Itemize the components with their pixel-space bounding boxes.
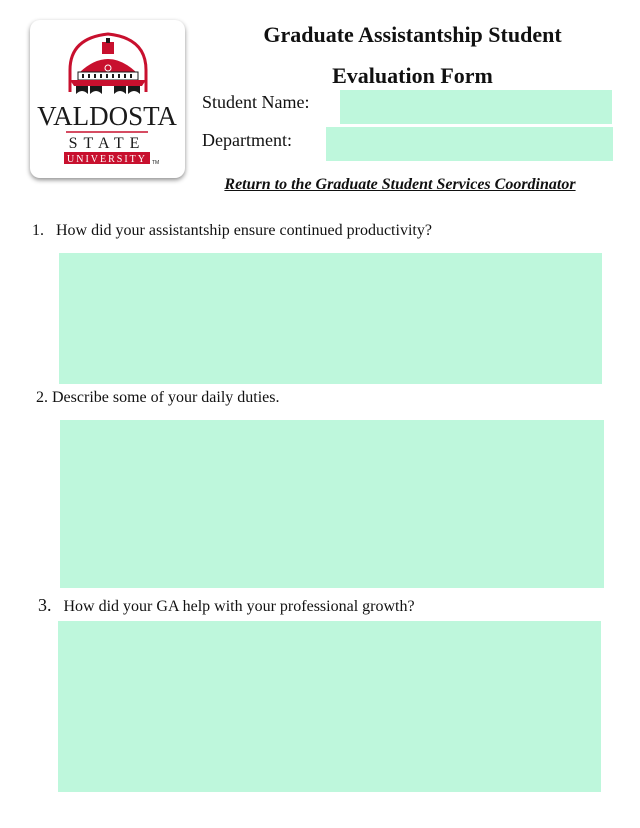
question-text: How did your GA help with your professional growth? bbox=[63, 598, 415, 615]
question-1 bbox=[32, 222, 432, 240]
form-title-line2: Evaluation Form bbox=[332, 63, 493, 88]
return-instruction: Return to the Graduate Student Services Coordinator bbox=[224, 176, 576, 193]
svg-text:TM: TM bbox=[152, 160, 160, 166]
student-name-label: Student Name: bbox=[202, 92, 310, 112]
department-label: Department: bbox=[202, 130, 292, 150]
question-2 bbox=[36, 389, 280, 407]
answer-field-2[interactable] bbox=[60, 420, 604, 588]
question-3 bbox=[38, 595, 415, 616]
form-title-line1: Graduate Assistantship Student bbox=[263, 22, 562, 47]
university-logo bbox=[30, 20, 185, 178]
question-number: 2. bbox=[36, 389, 48, 406]
question-text: How did your assistantship ensure continued productivity? bbox=[56, 222, 432, 239]
answer-field-3[interactable] bbox=[58, 621, 601, 792]
question-number: 1. bbox=[32, 222, 44, 239]
svg-text:STATE: STATE bbox=[68, 135, 146, 152]
rotunda-icon bbox=[30, 20, 185, 178]
question-text: Describe some of your daily duties. bbox=[52, 389, 280, 406]
answer-field-1[interactable] bbox=[59, 253, 602, 384]
department-field[interactable] bbox=[326, 127, 613, 161]
svg-text:VALDOSTA: VALDOSTA bbox=[37, 101, 177, 131]
question-number: 3. bbox=[38, 595, 52, 615]
student-name-field[interactable] bbox=[340, 90, 612, 124]
svg-text:UNIVERSITY: UNIVERSITY bbox=[67, 154, 147, 165]
